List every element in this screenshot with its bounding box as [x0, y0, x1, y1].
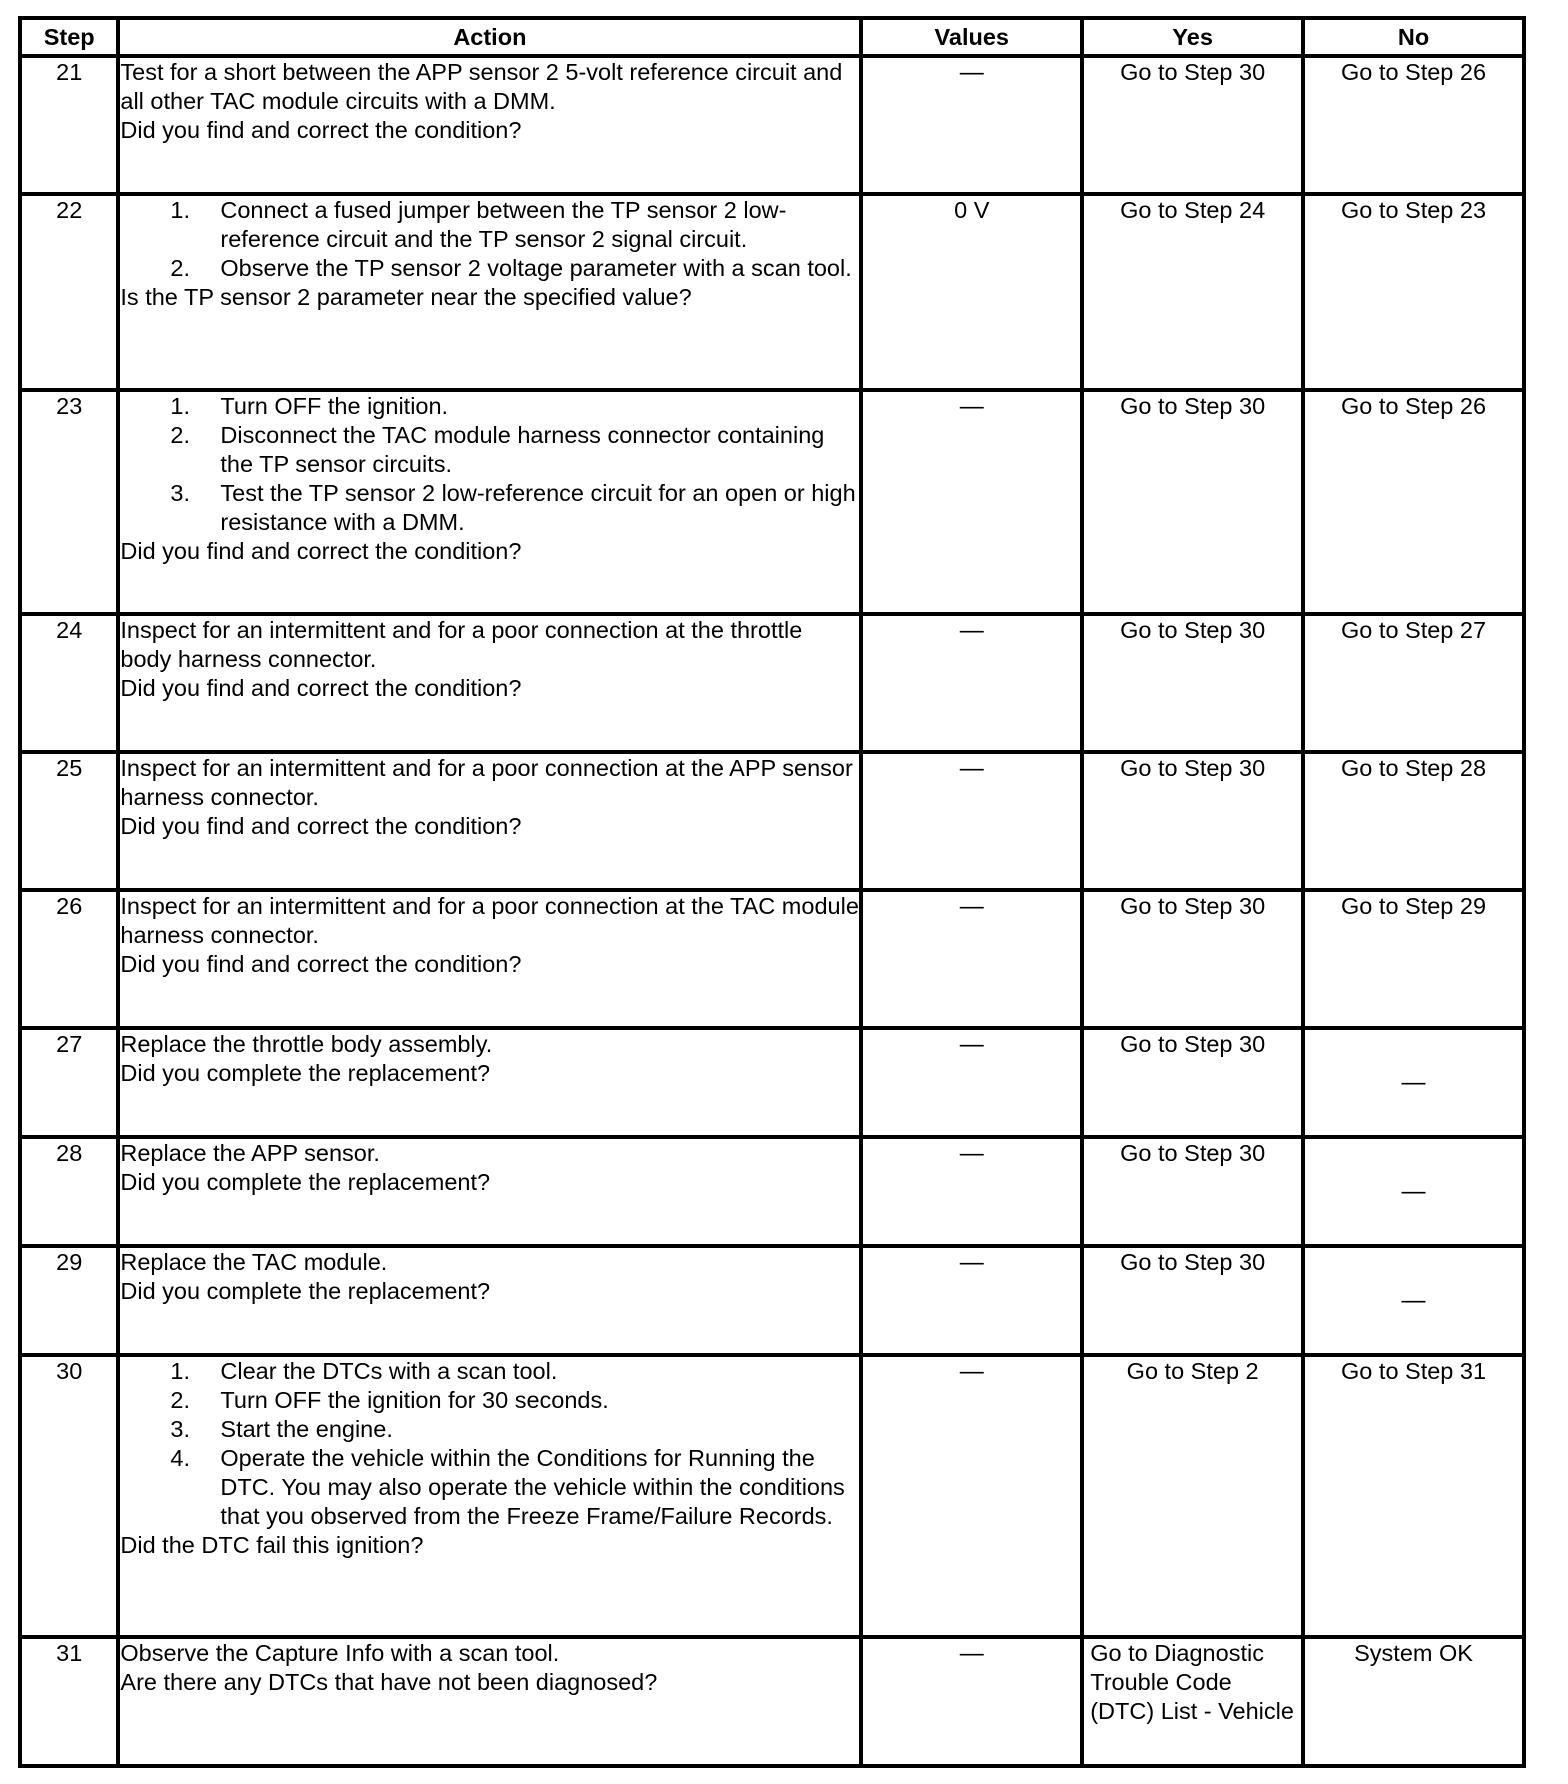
- no-cell: Go to Step 28: [1303, 752, 1524, 890]
- yes-cell: Go to Step 30: [1082, 1246, 1303, 1355]
- no-cell: System OK: [1303, 1637, 1524, 1766]
- table-row: [20, 1355, 1524, 1637]
- action-steps: [120, 1357, 859, 1531]
- header-values: Values: [861, 18, 1082, 56]
- values-cell: —: [861, 752, 1082, 890]
- no-cell: Go to Step 26: [1303, 390, 1524, 614]
- action-step-item: 2. Turn OFF the ignition for 30 seconds.: [170, 1387, 609, 1413]
- action-question: Did you find and correct the condition?: [120, 951, 522, 977]
- no-cell: Go to Step 31: [1303, 1355, 1524, 1637]
- step-number: 29: [20, 1246, 118, 1355]
- action-step-item: 3. Start the engine.: [170, 1416, 393, 1442]
- table-row: [20, 56, 1524, 194]
- table-row: [20, 890, 1524, 1028]
- action-cell: [118, 1355, 861, 1637]
- action-text: Replace the TAC module.: [120, 1249, 388, 1275]
- action-step-item: 2. Observe the TP sensor 2 voltage parameter with a scan tool.: [170, 255, 852, 281]
- action-cell: [118, 1137, 861, 1246]
- action-question: Did you complete the replacement?: [120, 1060, 491, 1086]
- action-steps: [120, 196, 859, 283]
- action-step-item: 2. Disconnect the TAC module harness connector containing the TP sensor circuits.: [170, 422, 825, 477]
- table-row: [20, 752, 1524, 890]
- action-cell: [118, 390, 861, 614]
- action-steps: [120, 392, 859, 537]
- yes-cell: Go to Step 24: [1082, 194, 1303, 390]
- yes-cell: Go to Step 30: [1082, 890, 1303, 1028]
- table-row: [20, 1246, 1524, 1355]
- table-row: [20, 194, 1524, 390]
- header-row: [20, 18, 1524, 56]
- values-cell: 0 V: [861, 194, 1082, 390]
- values-cell: —: [861, 1137, 1082, 1246]
- no-cell: Go to Step 27: [1303, 614, 1524, 752]
- action-question: Did you find and correct the condition?: [120, 813, 522, 839]
- values-cell: —: [861, 1637, 1082, 1766]
- yes-cell: Go to Step 30: [1082, 752, 1303, 890]
- action-text: Inspect for an intermittent and for a poor connection at the throttle body harness connector.: [120, 617, 803, 672]
- step-number: 24: [20, 614, 118, 752]
- table-row: [20, 390, 1524, 614]
- no-cell: Go to Step 23: [1303, 194, 1524, 390]
- action-step-item: 1. Clear the DTCs with a scan tool.: [170, 1358, 558, 1384]
- step-number: 28: [20, 1137, 118, 1246]
- step-number: 21: [20, 56, 118, 194]
- step-number: 30: [20, 1355, 118, 1637]
- action-cell: [118, 1246, 861, 1355]
- action-cell: [118, 752, 861, 890]
- action-text: Observe the Capture Info with a scan tool.: [120, 1640, 560, 1666]
- yes-cell: Go to Step 30: [1082, 390, 1303, 614]
- action-cell: [118, 56, 861, 194]
- action-question: Did you find and correct the condition?: [120, 538, 522, 564]
- action-question: Is the TP sensor 2 parameter near the specified value?: [120, 284, 692, 310]
- table-row: [20, 1137, 1524, 1246]
- yes-cell: Go to Step 30: [1082, 1028, 1303, 1137]
- action-question: Are there any DTCs that have not been diagnosed?: [120, 1669, 658, 1695]
- action-cell: [118, 1637, 861, 1766]
- no-cell: —: [1303, 1137, 1524, 1246]
- action-cell: [118, 890, 861, 1028]
- yes-cell: Go to Step 30: [1082, 56, 1303, 194]
- action-text: Replace the APP sensor.: [120, 1140, 380, 1166]
- action-question: Did you find and correct the condition?: [120, 675, 522, 701]
- action-question: Did the DTC fail this ignition?: [120, 1532, 424, 1558]
- action-step-item: 4. Operate the vehicle within the Conditions for Running the DTC. You may also operate the vehicle within the conditions that you observed from the Freeze Frame/Failure Records.: [170, 1445, 845, 1529]
- table-row: [20, 1028, 1524, 1137]
- action-cell: [118, 614, 861, 752]
- step-number: 26: [20, 890, 118, 1028]
- action-text: Test for a short between the APP sensor 2 5-volt reference circuit and all other TAC module circuits with a DMM.: [120, 59, 843, 114]
- values-cell: —: [861, 1246, 1082, 1355]
- values-cell: —: [861, 1028, 1082, 1137]
- no-cell: Go to Step 26: [1303, 56, 1524, 194]
- header-step: Step: [20, 18, 118, 56]
- no-cell: —: [1303, 1028, 1524, 1137]
- yes-cell: Go to Diagnostic Trouble Code (DTC) List - Vehicle: [1082, 1637, 1303, 1766]
- action-step-item: 1. Turn OFF the ignition.: [170, 393, 449, 419]
- step-number: 22: [20, 194, 118, 390]
- action-text: Inspect for an intermittent and for a poor connection at the APP sensor harness connector.: [120, 755, 853, 810]
- step-number: 25: [20, 752, 118, 890]
- values-cell: —: [861, 890, 1082, 1028]
- action-question: Did you complete the replacement?: [120, 1278, 491, 1304]
- step-number: 23: [20, 390, 118, 614]
- no-cell: —: [1303, 1246, 1524, 1355]
- yes-cell: Go to Step 30: [1082, 614, 1303, 752]
- yes-cell: Go to Step 30: [1082, 1137, 1303, 1246]
- yes-cell: Go to Step 2: [1082, 1355, 1303, 1637]
- no-cell: Go to Step 29: [1303, 890, 1524, 1028]
- table-row: [20, 1637, 1524, 1766]
- values-cell: —: [861, 390, 1082, 614]
- header-action: Action: [118, 18, 861, 56]
- action-cell: [118, 194, 861, 390]
- values-cell: —: [861, 56, 1082, 194]
- action-text: Inspect for an intermittent and for a poor connection at the TAC module harness connector.: [120, 893, 859, 948]
- diagnostic-table: [18, 16, 1526, 1768]
- action-step-item: 1. Connect a fused jumper between the TP sensor 2 low-reference circuit and the TP sensor 2 signal circuit.: [170, 197, 787, 252]
- action-cell: [118, 1028, 861, 1137]
- step-number: 31: [20, 1637, 118, 1766]
- header-yes: Yes: [1082, 18, 1303, 56]
- action-question: Did you find and correct the condition?: [120, 117, 522, 143]
- action-step-item: 3. Test the TP sensor 2 low-reference circuit for an open or high resistance with a DMM.: [170, 480, 856, 535]
- table-row: [20, 614, 1524, 752]
- action-question: Did you complete the replacement?: [120, 1169, 491, 1195]
- header-no: No: [1303, 18, 1524, 56]
- values-cell: —: [861, 1355, 1082, 1637]
- step-number: 27: [20, 1028, 118, 1137]
- values-cell: —: [861, 614, 1082, 752]
- action-text: Replace the throttle body assembly.: [120, 1031, 493, 1057]
